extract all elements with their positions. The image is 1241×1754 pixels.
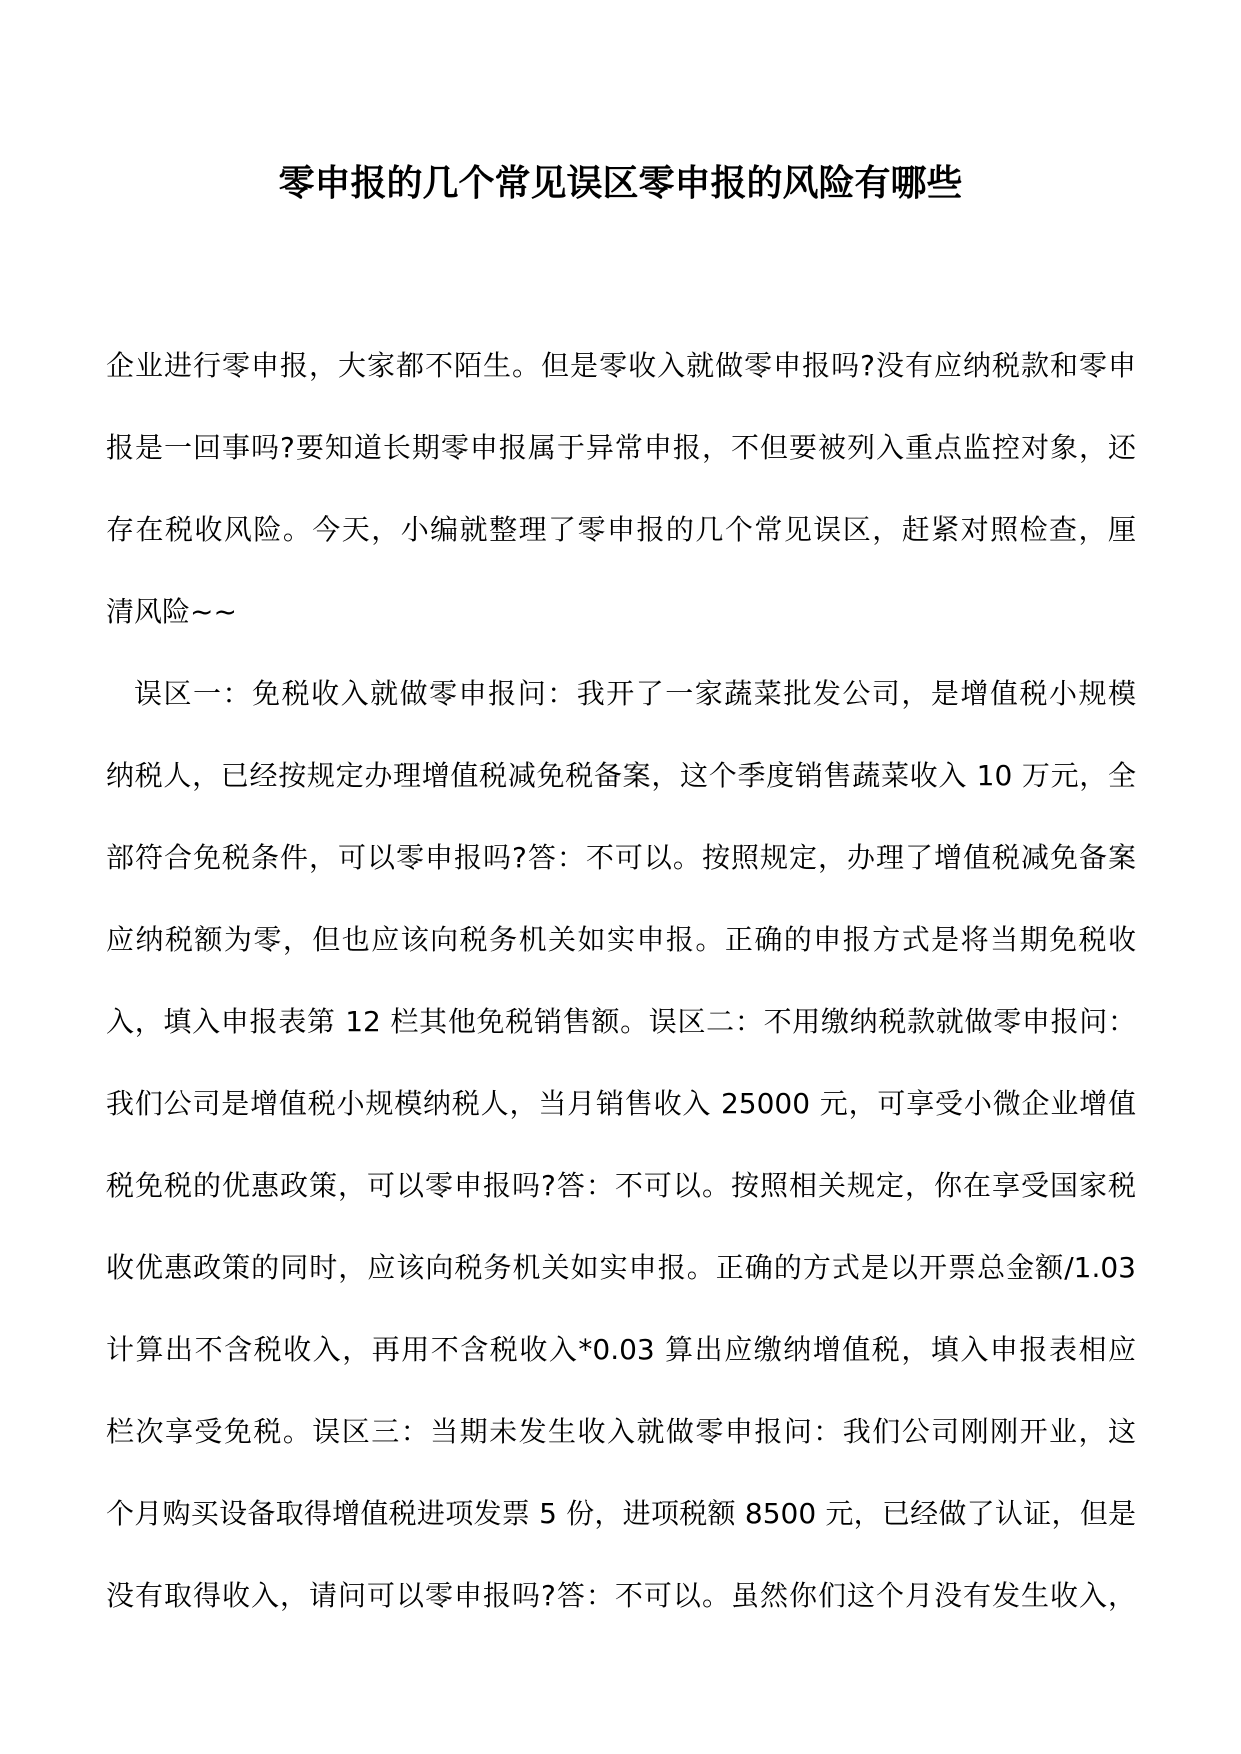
body-line: 税免税的优惠政策，可以零申报吗?答：不可以。按照相关规定，你在享受国家税 — [106, 1169, 1136, 1202]
body-line: 报是一回事吗?要知道长期零申报属于异常申报，不但要被列入重点监控对象，还 — [106, 431, 1136, 464]
body-line: 没有取得收入，请问可以零申报吗?答：不可以。虽然你们这个月没有发生收入， — [106, 1579, 1136, 1612]
body-line: 我们公司是增值税小规模纳税人，当月销售收入 25000 元，可享受小微企业增值 — [106, 1087, 1136, 1120]
body-line: 存在税收风险。今天，小编就整理了零申报的几个常见误区，赶紧对照检查，厘 — [106, 513, 1136, 546]
document-title: 零申报的几个常见误区零申报的风险有哪些 — [278, 163, 963, 204]
body-line: 个月购买设备取得增值税进项发票 5 份，进项税额 8500 元，已经做了认证，但是 — [106, 1497, 1136, 1530]
body-line: 误区一：免税收入就做零申报问：我开了一家蔬菜批发公司，是增值税小规模 — [134, 677, 1136, 710]
body-line: 企业进行零申报，大家都不陌生。但是零收入就做零申报吗?没有应纳税款和零申 — [106, 349, 1136, 382]
body-line: 栏次享受免税。误区三：当期未发生收入就做零申报问：我们公司刚刚开业，这 — [106, 1415, 1136, 1448]
body-line: 纳税人，已经按规定办理增值税减免税备案，这个季度销售蔬菜收入 10 万元，全 — [106, 759, 1136, 792]
body-line: 应纳税额为零，但也应该向税务机关如实申报。正确的申报方式是将当期免税收 — [106, 923, 1136, 956]
body-line: 入，填入申报表第 12 栏其他免税销售额。误区二：不用缴纳税款就做零申报问： — [106, 1005, 1136, 1038]
document-body — [106, 342, 1136, 1654]
body-line: 收优惠政策的同时，应该向税务机关如实申报。正确的方式是以开票总金额/1.03 — [106, 1251, 1136, 1284]
body-line: 部符合免税条件，可以零申报吗?答：不可以。按照规定，办理了增值税减免备案 — [106, 841, 1136, 874]
body-line: 清风险~~ — [106, 595, 237, 628]
body-line: 计算出不含税收入，再用不含税收入*0.03 算出应缴纳增值税，填入申报表相应 — [106, 1333, 1136, 1366]
